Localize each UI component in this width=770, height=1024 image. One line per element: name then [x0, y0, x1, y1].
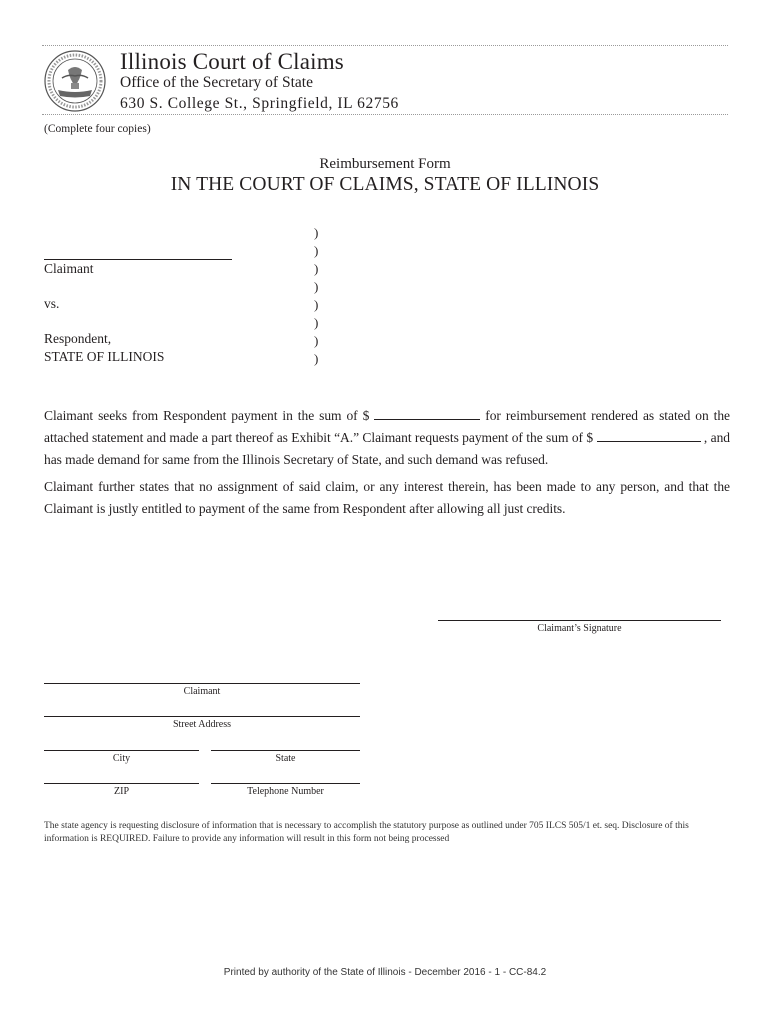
- claim-paragraph: [44, 405, 730, 470]
- zip-field-line[interactable]: [44, 783, 199, 784]
- requested-amount-blank[interactable]: [597, 427, 701, 442]
- header-top-rule: [42, 45, 728, 46]
- state-field-line[interactable]: [211, 750, 360, 751]
- street-address-field-line[interactable]: [44, 716, 360, 717]
- header-bottom-rule: [42, 114, 728, 115]
- claim-text-part-2: for reimbursement rendered as stated on the attached statement and made a part thereof as Exhibit “A.” Claimant requests payment of the sum of $: [44, 408, 730, 445]
- claim-text-part-1: Claimant seeks from Respondent payment in the sum of $: [44, 408, 375, 423]
- state-label: State: [275, 753, 296, 764]
- city-field-line[interactable]: [44, 750, 199, 751]
- parenthesis: ): [314, 333, 319, 348]
- parenthesis: ): [314, 243, 319, 258]
- disclosure-notice: The state agency is requesting disclosure of information that is necessary to accomplish the statutory purpose as outlined under 705 ILCS 505/1 et. seq. Disclosure of this information is REQUIRED. Failure to provide any information will result in this form not being processed: [44, 821, 689, 844]
- caption-parentheses: [314, 224, 330, 368]
- reimbursement-amount-blank[interactable]: [374, 405, 480, 420]
- respondent-name: STATE OF ILLINOIS: [44, 349, 165, 364]
- court-title: Illinois Court of Claims: [120, 49, 344, 74]
- office-name: Office of the Secretary of State: [120, 74, 313, 91]
- parenthesis: ): [314, 279, 319, 294]
- street-address-label: Street Address: [172, 719, 232, 730]
- print-authority-footer: Printed by authority of the State of Illinois - December 2016 - 1 - CC-84.2: [223, 967, 547, 978]
- parenthesis: ): [314, 225, 319, 240]
- claimant-field-line[interactable]: [44, 683, 360, 684]
- court-heading: IN THE COURT OF CLAIMS, STATE OF ILLINOIS: [170, 174, 600, 195]
- assignment-paragraph: Claimant further states that no assignment of said claim, or any interest therein, has been made to any person, and that the Claimant is justly entitled to payment of the same from Respondent after allowing all just credits.: [44, 479, 730, 516]
- zip-label: ZIP: [114, 786, 129, 797]
- parenthesis: ): [314, 315, 319, 330]
- claimant-field-label: Claimant: [183, 686, 221, 697]
- claim-text-part-3: , and has made demand for same from the Illinois Secretary of State, and such demand was refused.: [44, 429, 730, 467]
- office-address: 630 S. College St., Springfield, IL 62756: [120, 95, 399, 112]
- parenthesis: ): [314, 297, 319, 312]
- parenthesis: ): [314, 261, 319, 276]
- respondent-label: Respondent,: [44, 331, 112, 346]
- claimant-caption-label: Claimant: [44, 261, 94, 276]
- form-name: Reimbursement Form: [319, 156, 451, 172]
- city-label: City: [112, 753, 131, 764]
- telephone-label: Telephone Number: [247, 786, 324, 797]
- claimant-signature-label: Claimant’s Signature: [537, 623, 622, 634]
- vs-label: vs.: [44, 296, 60, 311]
- claimant-signature-line[interactable]: [438, 620, 721, 621]
- parenthesis: ): [314, 351, 319, 366]
- claimant-name-line[interactable]: [44, 259, 232, 260]
- illinois-state-seal-icon: [44, 50, 106, 112]
- copies-instruction: (Complete four copies): [44, 123, 151, 135]
- telephone-field-line[interactable]: [211, 783, 360, 784]
